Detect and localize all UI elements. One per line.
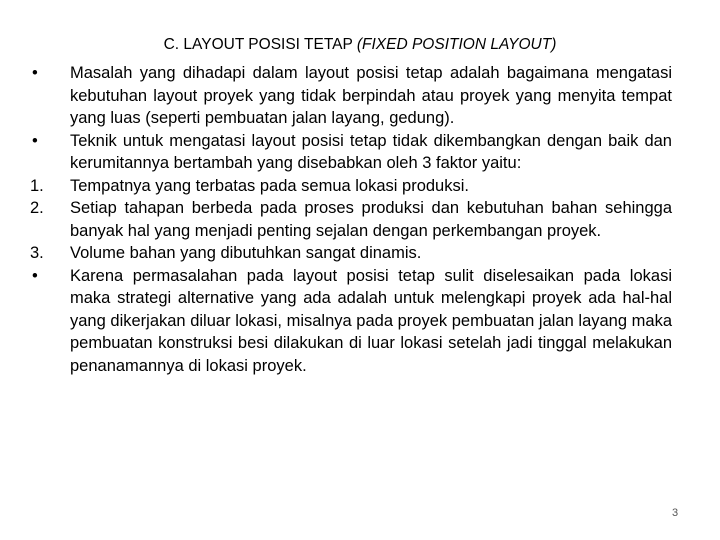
list-item [30, 62, 672, 130]
list-item [30, 175, 672, 198]
bullet-marker: • [32, 266, 38, 285]
title-italic: (FIXED POSITION LAYOUT) [356, 36, 557, 53]
body-list [30, 62, 672, 377]
list-item [30, 197, 672, 242]
bullet-marker: • [32, 131, 38, 150]
list-item-text: Karena permasalahan pada layout posisi tetap sulit diselesaikan pada lokasi maka strategi alternative yang ada adalah untuk melengkapi proyek ada hal-hal yang dikerjakan diluar lokasi, misalnya pada proyek pembuatan jalan layang maka pembuatan konstruksi besi dilakukan di luar lokasi setelah jadi tinggal melakukan penanamannya di lokasi proyek. [70, 266, 672, 375]
title-main: C. LAYOUT POSISI TETAP [163, 36, 353, 53]
list-item-text: Setiap tahapan berbeda pada proses produksi dan kebutuhan bahan sehingga banyak hal yang menjadi penting sejalan dengan perkembangan proyek. [70, 199, 672, 240]
slide-title [0, 35, 720, 55]
list-item [30, 130, 672, 175]
page-number: 3 [671, 507, 679, 519]
list-item-text: Volume bahan yang dibutuhkan sangat dinamis. [70, 244, 422, 262]
number-marker: 1. [30, 176, 44, 195]
list-item-text: Teknik untuk mengatasi layout posisi tetap tidak dikembangkan dengan baik dan kerumitannya bertambah yang disebabkan oleh 3 faktor yaitu: [70, 131, 672, 172]
number-marker: 3. [30, 244, 44, 262]
list-item-text: Tempatnya yang terbatas pada semua lokasi produksi. [70, 176, 469, 195]
list-item [30, 265, 672, 378]
bullet-marker: • [32, 64, 38, 82]
list-item [30, 242, 672, 265]
number-marker: 2. [30, 199, 44, 217]
list-item-text: Masalah yang dihadapi dalam layout posisi tetap adalah bagaimana mengatasi kebutuhan layout proyek yang tidak berpindah atau proyek yang menyita tempat yang luas (seperti pembuatan jalan layang, gedung). [70, 64, 672, 127]
